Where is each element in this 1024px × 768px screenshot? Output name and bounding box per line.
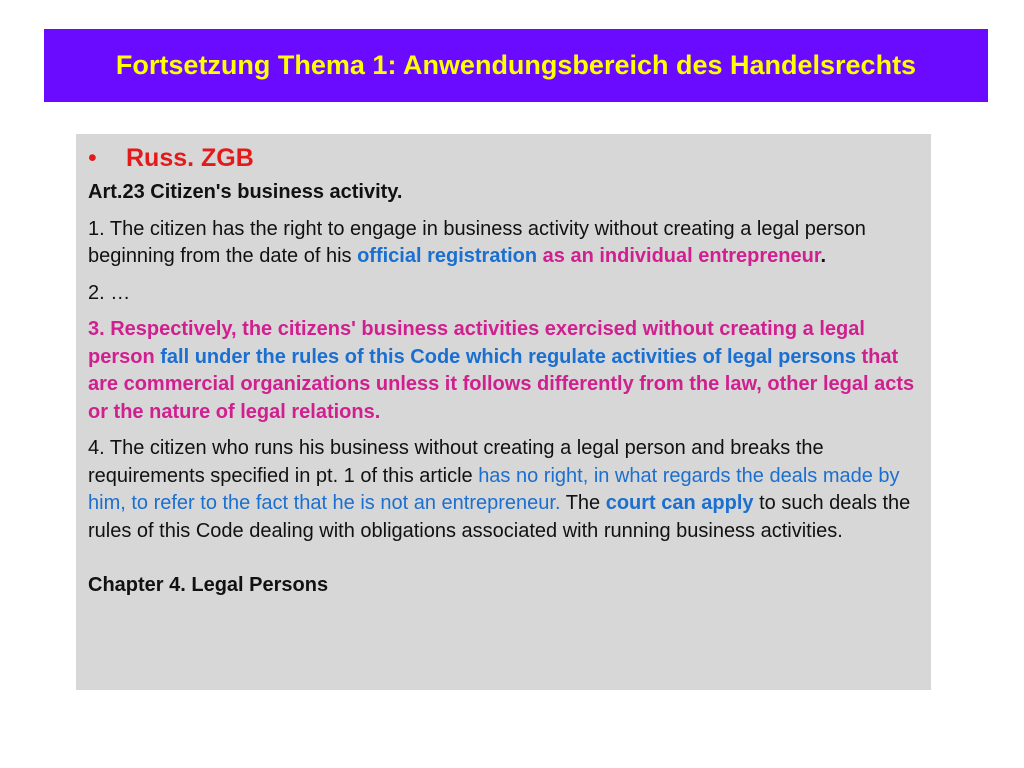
paragraph-1-highlight-entrepreneur: as an individual entrepreneur: [537, 245, 821, 267]
paragraph-1-highlight-registration: official registration: [357, 245, 538, 267]
paragraph-3-highlight-rules: fall under the rules of this Code which regulate activities of legal persons: [160, 345, 856, 368]
paragraph-3-text-end: that are commercial organizations unless it follows differently from the law, other legal acts or the nature of legal relations.: [88, 345, 915, 423]
spacer: [88, 554, 917, 572]
paragraph-4-text-end: to such deals the rules of this Code dealing with obligations associated with running business activities.: [88, 492, 911, 542]
paragraph-4-the: The: [560, 492, 606, 514]
bullet-item: [88, 144, 917, 173]
paragraph-3: [88, 316, 917, 426]
paragraph-1: [88, 216, 917, 271]
content-box: [76, 134, 931, 690]
paragraph-1-text: 1. The citizen has the right to engage in business activity without creating a legal person beginning from the date of his: [88, 217, 866, 267]
title-bar: [44, 29, 988, 102]
paragraph-4-highlight-no-right: has no right, in what regards the deals made by him, to refer to the fact that he is not an entrepreneur.: [88, 464, 900, 514]
bullet-text: Russ. ZGB: [126, 144, 254, 172]
paragraph-1-period: .: [820, 245, 827, 267]
bullet-icon: •: [88, 144, 97, 172]
paragraph-4-highlight-court: court can apply: [605, 492, 754, 514]
slide-title: Fortsetzung Thema 1: Anwendungsbereich des Handelsrechts: [115, 50, 917, 80]
chapter-heading: Chapter 4. Legal Persons: [88, 574, 329, 596]
paragraph-3-text-start: 3. Respectively, the citizens' business activities exercised without creating a legal person: [88, 318, 865, 368]
paragraph-4-text-start: 4. The citizen who runs his business without creating a legal person and breaks the requirements specified in pt. 1 of this article: [88, 437, 824, 487]
article-heading: Art.23 Citizen's business activity.: [88, 181, 403, 203]
paragraph-2: 2. …: [88, 281, 131, 304]
paragraph-4: [88, 435, 917, 545]
